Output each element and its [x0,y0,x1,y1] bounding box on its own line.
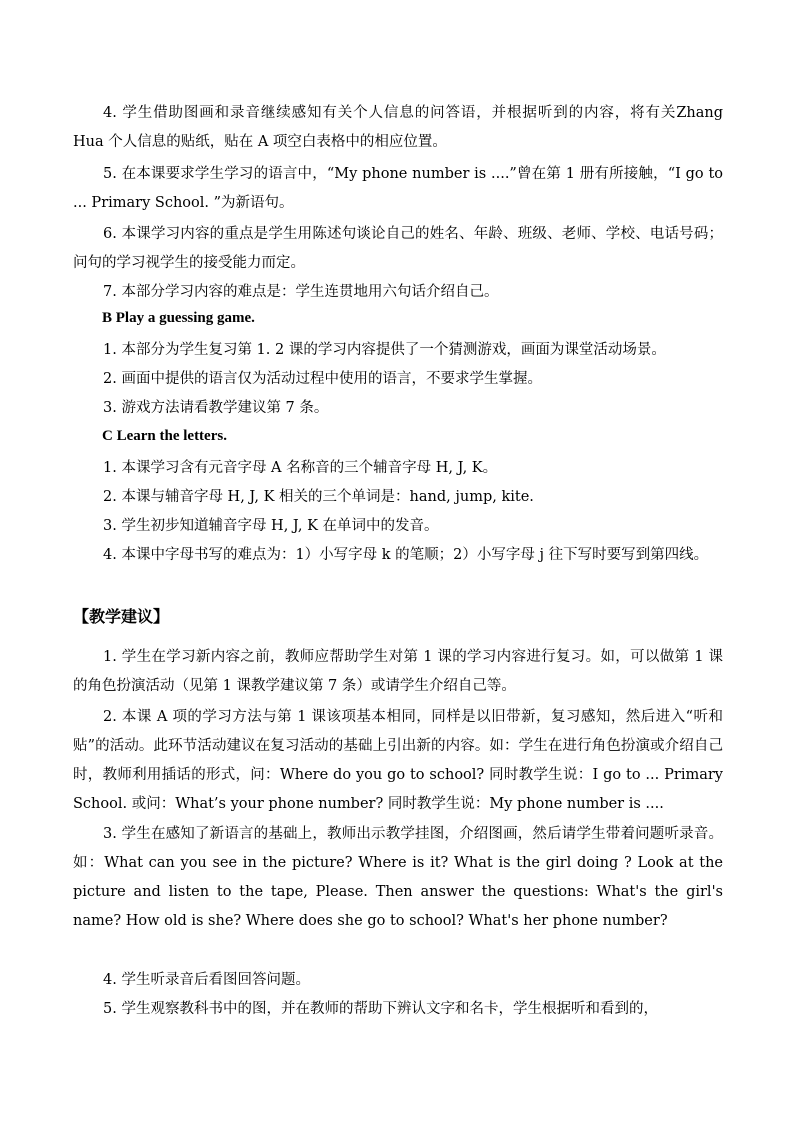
suggestions-title: 【教学建议】 [73,607,170,626]
suggestion-item-3: 3. 学生在感知了新语言的基础上，教师出示教学挂图，介绍图画，然后请学生带着问题听录音。如：What can you see in the picture? Where is it? What is the girl doing ? Look at the picture and listen to the tape, Please. Then answer the questions: What's the girl's name? How old is she? Where does she go to school? What's her phone number? [73,826,723,929]
section-b-item-1: 1. 本部分为学生复习第 1. 2 课的学习内容提供了一个猜测游戏，画面为课堂活动场景。 [103,342,666,358]
section-c-item-3: 3. 学生初步知道辅音字母 H, J, K 在单词中的发音。 [103,518,439,534]
section-b-item-2: 2. 画面中提供的语言仅为活动过程中使用的语言，不要求学生掌握。 [103,371,542,387]
intro-item-5: 5. 在本课要求学生学习的语言中，“My phone number is ....”曾在第 1 册有所接触，“I go to ... Primary School. ”为新语句。 [73,166,723,211]
suggestion-item-5: 5. 学生观察教科书中的图，并在教师的帮助下辨认文字和名卡，学生根据听和看到的， [103,1001,658,1017]
intro-item-4: 4. 学生借助图画和录音继续感知有关个人信息的问答语，并根据听到的内容，将有关Zhang Hua 个人信息的贴纸，贴在 A 项空白表格中的相应位置。 [73,105,723,150]
section-b-item-3: 3. 游戏方法请看教学建议第 7 条。 [103,400,329,416]
suggestion-item-1: 1. 学生在学习新内容之前，教师应帮助学生对第 1 课的学习内容进行复习。如，可以做第 1 课的角色扮演活动（见第 1 课教学建议第 7 条）或请学生介绍自己等。 [73,649,723,694]
intro-item-6: 6. 本课学习内容的重点是学生用陈述句谈论自己的姓名、年龄、班级、老师、学校、电话号码；问句的学习视学生的接受能力而定。 [73,226,723,271]
suggestion-item-4: 4. 学生听录音后看图回答问题。 [103,972,310,988]
section-b-heading: B Play a guessing game. [102,310,255,326]
intro-item-7: 7. 本部分学习内容的难点是：学生连贯地用六句话介绍自己。 [103,284,499,300]
section-c-item-1: 1. 本课学习含有元音字母 A 名称音的三个辅音字母 H, J, K。 [103,460,498,476]
section-c-heading: C Learn the letters. [102,428,227,444]
section-c-item-2: 2. 本课与辅音字母 H, J, K 相关的三个单词是：hand, jump, kite. [103,489,534,505]
suggestion-item-2: 2. 本课 A 项的学习方法与第 1 课该项基本相同，同样是以旧带新，复习感知，然后进入“听和贴”的活动。此环节活动建议在复习活动的基础上引出新的内容。如：学生在进行角色扮演或介绍自己时，教师利用插话的形式，问：Where do you go to school? 同时教学生说：I go to ... Primary School. 或问：What’s your phone number? 同时教学生说：My phone number is .... [73,709,723,812]
section-c-item-4: 4. 本课中字母书写的难点为：1）小写字母 k 的笔顺；2）小写字母 j 往下写时要写到第四线。 [103,547,709,563]
